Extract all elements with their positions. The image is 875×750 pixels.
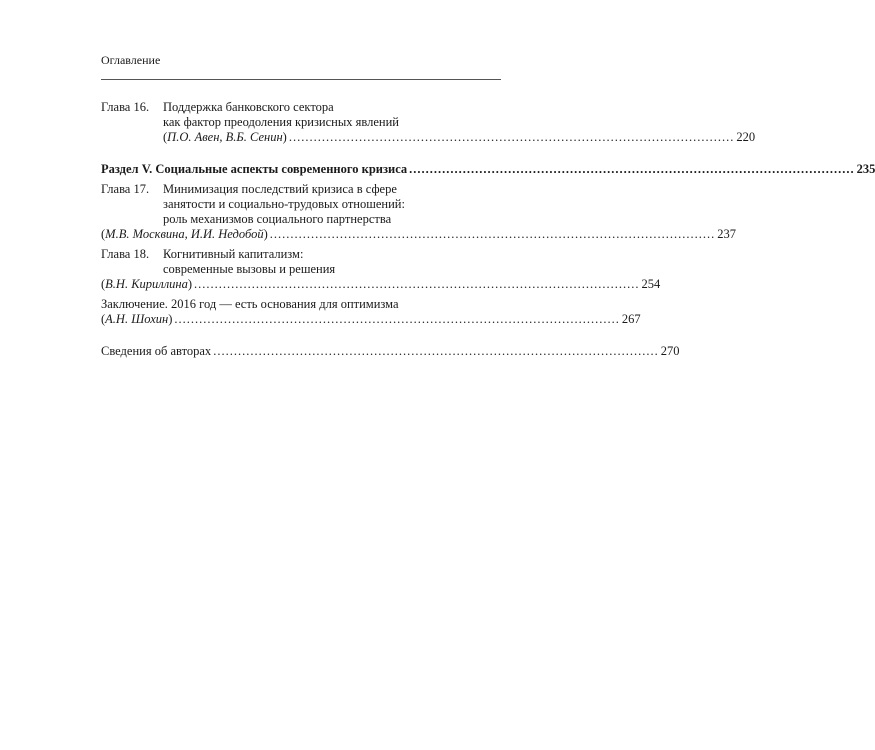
chapter-title-line: занятости и социально-трудовых отношений: — [163, 197, 405, 211]
header-rule — [101, 79, 501, 80]
leader-dots: ............................................................................................................ — [288, 130, 735, 144]
toc-entry-about-authors[interactable] — [101, 344, 680, 359]
chapter-title-line: современные вызовы и решения — [163, 262, 336, 276]
chapter-authors: (В.Н. Кириллина) — [101, 277, 193, 291]
toc-entry-chapter-17[interactable] — [101, 182, 736, 242]
toc-entry-section-5[interactable] — [101, 162, 875, 177]
toc-entry-chapter-16[interactable] — [101, 100, 756, 145]
chapter-title-line: Когнитивный капитализм: — [163, 247, 304, 261]
section-heading: Раздел V. Социальные аспекты современного кризиса — [101, 162, 408, 176]
chapter-title-line: как фактор преодоления кризисных явлений — [163, 115, 399, 129]
toc-entry-chapter-18[interactable] — [101, 247, 661, 292]
page-number: 270 — [660, 344, 680, 358]
page-number: 267 — [621, 312, 641, 326]
chapter-authors: (А.Н. Шохин) — [101, 312, 173, 326]
chapter-title-line: роль механизмов социального партнерства — [163, 212, 392, 226]
chapter-label: Глава 18. — [101, 247, 150, 261]
entry-title: Сведения об авторах — [101, 344, 212, 358]
running-header: Оглавление — [101, 53, 161, 67]
page-number: 220 — [736, 130, 756, 144]
table-of-contents — [101, 100, 875, 359]
leader-dots: ............................................................................................................ — [194, 277, 640, 291]
page-number: 254 — [641, 277, 661, 291]
conclusion-title: Заключение. 2016 год — есть основания для оптимизма — [101, 297, 399, 311]
chapter-label: Глава 17. — [101, 182, 150, 196]
page-number: 235 — [856, 162, 875, 176]
leader-dots: ............................................................................................................ — [409, 162, 855, 176]
leader-dots: ............................................................................................................ — [213, 344, 659, 358]
leader-dots: ............................................................................................................ — [269, 227, 716, 241]
chapter-title-line: Поддержка банковского сектора — [163, 100, 334, 114]
chapter-label: Глава 16. — [101, 100, 150, 114]
chapter-authors: (П.О. Авен, В.Б. Сенин) — [163, 130, 287, 144]
toc-entry-conclusion[interactable] — [101, 297, 641, 327]
leader-dots: ............................................................................................................ — [174, 312, 620, 326]
chapter-authors: (М.В. Москвина, И.И. Недобой) — [101, 227, 268, 241]
chapter-title-line: Минимизация последствий кризиса в сфере — [163, 182, 397, 196]
page-number: 237 — [717, 227, 736, 241]
